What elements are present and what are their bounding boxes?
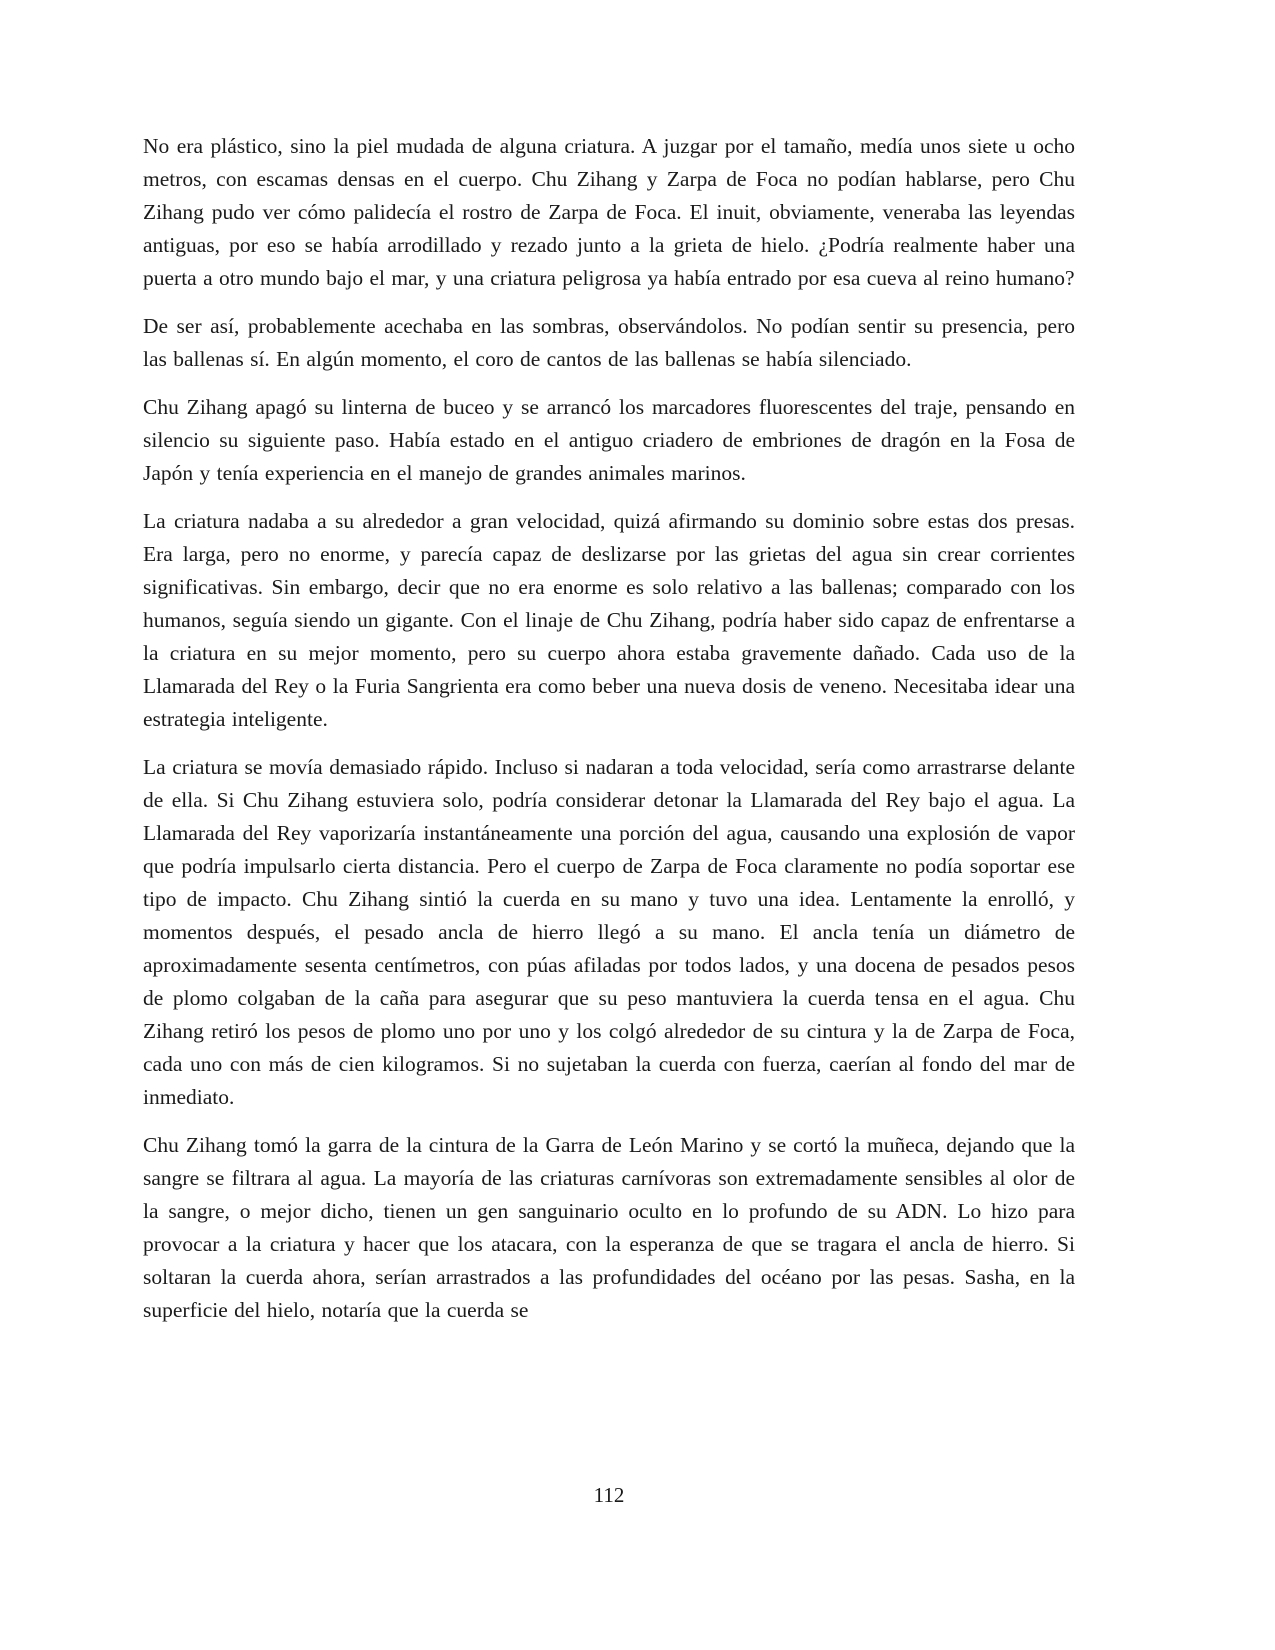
paragraph-4: La criatura nadaba a su alrededor a gran velocidad, quizá afirmando su dominio sobre estas dos presas. Era larga, pero no enorme, y parecía capaz de deslizarse por las grietas del agua sin crear corrientes significativas. Sin embargo, decir que no era enorme es solo relativo a las ballenas; comparado con los humanos, seguía siendo un gigante. Con el linaje de Chu Zihang, podría haber sido capaz de enfrentarse a la criatura en su mejor momento, pero su cuerpo ahora estaba gravemente dañado. Cada uso de la Llamarada del Rey o la Furia Sangrienta era como beber una nueva dosis de veneno. Necesitaba idear una estrategia inteligente. <box>143 509 1075 731</box>
page-number: 112 <box>593 1483 625 1507</box>
paragraph-1: No era plástico, sino la piel mudada de alguna criatura. A juzgar por el tamaño, medía unos siete u ocho metros, con escamas densas en el cuerpo. Chu Zihang y Zarpa de Foca no podían hablarse, pero Chu Zihang pudo ver cómo palidecía el rostro de Zarpa de Foca. El inuit, obviamente, veneraba las leyendas antiguas, por eso se había arrodillado y rezado junto a la grieta de hielo. ¿Podría realmente haber una puerta a otro mundo bajo el mar, y una criatura peligrosa ya había entrado por esa cueva al reino humano? <box>143 134 1075 290</box>
text-block <box>143 130 1075 1342</box>
paragraph-2: De ser así, probablemente acechaba en las sombras, observándolos. No podían sentir su presencia, pero las ballenas sí. En algún momento, el coro de cantos de las ballenas se había silenciado. <box>143 314 1075 371</box>
paragraph-5: La criatura se movía demasiado rápido. Incluso si nadaran a toda velocidad, sería como arrastrarse delante de ella. Si Chu Zihang estuviera solo, podría considerar detonar la Llamarada del Rey bajo el agua. La Llamarada del Rey vaporizaría instantáneamente una porción del agua, causando una explosión de vapor que podría impulsarlo cierta distancia. Pero el cuerpo de Zarpa de Foca claramente no podía soportar ese tipo de impacto. Chu Zihang sintió la cuerda en su mano y tuvo una idea. Lentamente la enrolló, y momentos después, el pesado ancla de hierro llegó a su mano. El ancla tenía un diámetro de aproximadamente sesenta centímetros, con púas afiladas por todos lados, y una docena de pesados pesos de plomo colgaban de la caña para asegurar que su peso mantuviera la cuerda tensa en el agua. Chu Zihang retiró los pesos de plomo uno por uno y los colgó alrededor de su cintura y la de Zarpa de Foca, cada uno con más de cien kilogramos. Si no sujetaban la cuerda con fuerza, caerían al fondo del mar de inmediato. <box>143 755 1075 1109</box>
paragraph-6: Chu Zihang tomó la garra de la cintura de la Garra de León Marino y se cortó la muñeca, dejando que la sangre se filtrara al agua. La mayoría de las criaturas carnívoras son extremadamente sensibles al olor de la sangre, o mejor dicho, tienen un gen sanguinario oculto en lo profundo de su ADN. Lo hizo para provocar a la criatura y hacer que los atacara, con la esperanza de que se tragara el ancla de hierro. Si soltaran la cuerda ahora, serían arrastrados a las profundidades del océano por las pesas. Sasha, en la superficie del hielo, notaría que la cuerda se <box>143 1133 1075 1322</box>
paragraph-3: Chu Zihang apagó su linterna de buceo y se arrancó los marcadores fluorescentes del traje, pensando en silencio su siguiente paso. Había estado en el antiguo criadero de embriones de dragón en la Fosa de Japón y tenía experiencia en el manejo de grandes animales marinos. <box>143 395 1075 485</box>
